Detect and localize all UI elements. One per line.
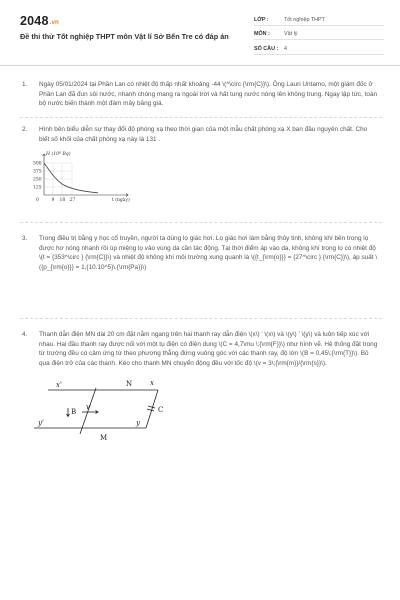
count-label: SỐ CÂU : <box>254 46 279 52</box>
question-text: Trong điều trị bằng y học cổ truyền, người ta dùng lọ giác hơi. Lọ giác hơi làm bằng thủy tinh, không khí bên trong lọ được hơ nóng nhanh rồi úp miệng lọ vào vùng da cần tác động. Tại thời điểm áp vào da, không khí trong lọ có nhiệt độ \(t = {353^\circ } {\rm{C}}\) và nhiệt độ không khí môi trường xung quanh là \({t_{\rm{o}}} = {27^\circ } {\rm{C}}\), áp suất \({p_{\rm{o}}} = 1,{10.10^5}\,{\rm{Pa}}\) <box>39 235 378 271</box>
class-value: Tốt nghiệp THPT <box>284 17 325 23</box>
y-tick-label: 375 <box>33 169 42 175</box>
rod-mn <box>80 388 96 434</box>
question-number: 3. <box>22 235 28 242</box>
question-text: Ngày 05/01/2024 tại Phần Lan có nhiệt độ thấp nhất khoảng -44 \(^\circ {\rm{C}}\). Ông Lauri Untamo, một giám đốc ở Phần Lan đã đun sôi nước, nhanh chóng mang ra ngoài trời và hất tung nước nóng lên không trung. Ngay lập tức, toàn bộ nước biến thành một đám mây băng giá. <box>39 81 378 108</box>
site-logo[interactable]: 2048.vn <box>20 14 59 28</box>
meta-question-count <box>254 44 384 55</box>
label-v: v <box>86 403 90 411</box>
subject-value: Vật lý <box>284 31 298 37</box>
y-tick-label: 125 <box>33 185 42 191</box>
divider <box>20 318 382 319</box>
rail-circuit-figure <box>26 374 176 442</box>
x-tick-label: 27 <box>69 198 76 203</box>
label-x: x <box>150 379 154 387</box>
capacitor-plate <box>148 406 155 408</box>
divider <box>20 117 382 118</box>
question-number: 1. <box>22 81 28 88</box>
meta-class <box>254 15 384 26</box>
y-tick-label: 500 <box>33 161 42 167</box>
count-value: 4 <box>284 46 287 52</box>
capacitor-plate <box>147 409 154 411</box>
x-tick-label: 0 <box>36 198 39 203</box>
question-number: 4. <box>22 331 28 338</box>
question-text: Thanh dẫn điện MN dài 20 cm đặt nằm ngang trên hai thanh ray dẫn điện \(x\) ' \(x\) và \(y\) ' \(y\) và luôn tiếp xúc với nhau. Hai đầu thanh ray được nối với một tụ điện có điện dung \(C = 4,7\mu \;{\rm{F}}\) như hình vẽ. Hệ thống đặt trong từ trường đều có cảm ứng từ theo phương thẳng đứng vuông góc với các thanh ray, độ lớn \(B = 0,45\;{\rm{T}}\). Bỏ qua điện trở của các thanh. Kéo cho thanh MN chuyển động đều với tốc độ \(v = 3\;{\rm{m}}/{\rm{s}}\). <box>39 331 378 367</box>
label-x-prime: x' <box>56 381 62 389</box>
question-text: Hình bên biểu diễn sự thay đổi độ phóng xạ theo thời gian của một mẫu chất phóng xạ X ban đầu nguyên chất. Cho biết số khối của chất phóng xạ này là 131 . <box>39 126 368 143</box>
activity-chart <box>32 150 160 212</box>
label-y-prime: y' <box>38 419 44 427</box>
y-tick-label: 250 <box>33 177 42 183</box>
label-b: B <box>71 408 77 416</box>
document-title: Đề thi thử Tốt nghiệp THPT môn Vật lí Sở Bến Tre có đáp án <box>20 32 229 41</box>
label-m: M <box>100 434 108 442</box>
divider <box>20 222 382 223</box>
class-label: LỚP : <box>254 17 269 23</box>
chart-title: H (10⁸ Bq) <box>46 152 71 157</box>
x-tick-label: 9 <box>51 198 55 203</box>
question-number: 2. <box>22 126 28 133</box>
x-tick-label: 18 <box>59 198 66 203</box>
subject-label: MÔN : <box>254 31 270 37</box>
label-y: y <box>136 419 140 427</box>
decay-curve <box>44 163 98 193</box>
label-n: N <box>126 380 133 388</box>
page-header <box>0 0 400 66</box>
label-c: C <box>158 406 164 414</box>
x-axis-label: t (ngày) <box>112 198 130 203</box>
meta-subject <box>254 29 384 40</box>
